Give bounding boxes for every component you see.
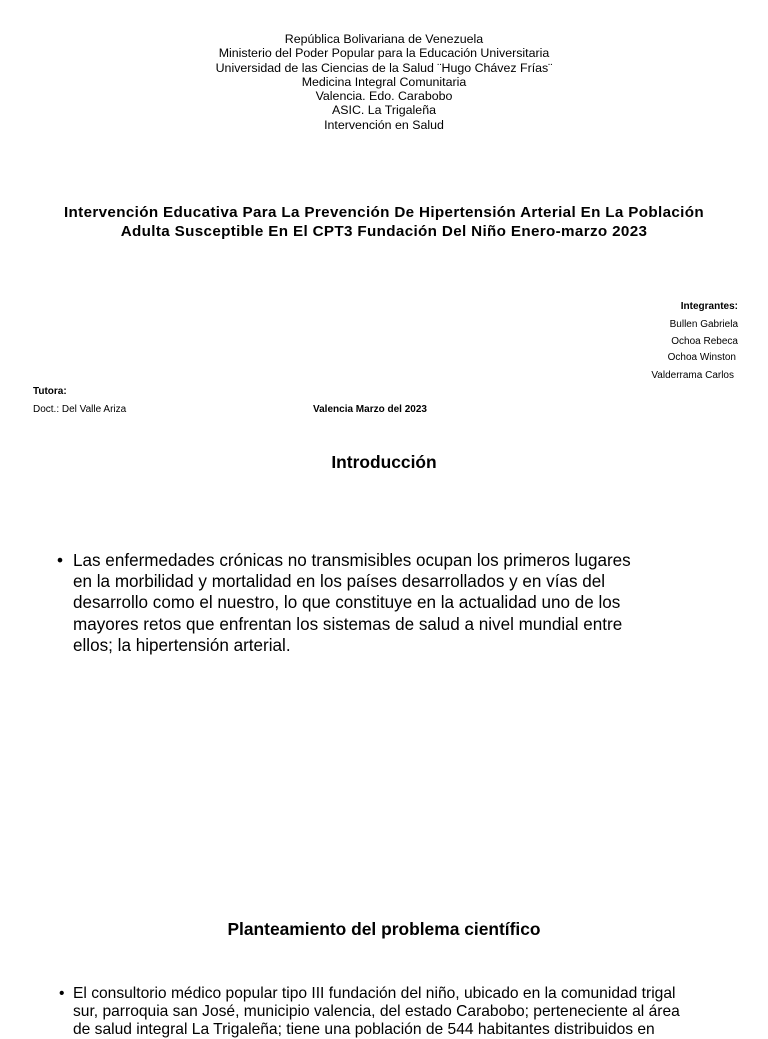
header-line-ministry: Ministerio del Poder Popular para la Educación Universitaria [218,46,550,61]
tutor-label: Tutora: [33,386,67,397]
document-title [20,203,748,241]
introduction-heading: Introducción [331,452,437,472]
problem-heading: Planteamiento del problema científico [227,919,541,939]
header-line-program: Medicina Integral Comunitaria [301,74,467,89]
member-name: Ochoa Winston [667,352,736,363]
member-name: Valderrama Carlos [651,370,734,381]
introduction-list [57,550,717,656]
introduction-line: en la morbilidad y mortalidad en los países desarrollados y en vías del [73,572,606,592]
member-name: Ochoa Rebeca [671,336,738,347]
institution-header [0,32,768,132]
problem-line: de salud integral La Trigaleña; tiene una población de 544 habitantes distribuidos en [73,1021,655,1038]
tutor-name: Doct.: Del Valle Ariza [33,404,127,415]
title-line-1: Intervención Educativa Para La Prevención De Hipertensión Arterial En La Población [63,204,705,221]
header-line-asic: ASIC. La Trigaleña [331,103,436,118]
introduction-line: mayores retos que enfrentan los sistemas de salud a nivel mundial entre [73,614,623,634]
introduction-line: Las enfermedades crónicas no transmisibles ocupan los primeros lugares [73,551,631,570]
header-line-subject: Intervención en Salud [324,117,444,132]
header-line-city: Valencia. Edo. Carabobo [315,89,453,104]
introduction-line: ellos; la hipertensión arterial. [73,635,291,655]
bullet-icon: • [57,551,63,570]
place-date: Valencia Marzo del 2023 [313,404,427,415]
list-item [57,550,717,656]
members-heading: Integrantes: [680,301,738,312]
header-line-university: Universidad de las Ciencias de la Salud ¨Hugo Chávez Frías¨ [215,60,553,75]
title-line-2: Adulta Susceptible En El CPT3 Fundación Del Niño Enero-marzo 2023 [120,223,648,240]
bullet-icon: • [59,985,65,1002]
introduction-line: desarrollo como el nuestro, lo que constituye en la actualidad uno de los [73,593,621,613]
problem-line: sur, parroquia san José, municipio valencia, del estado Carabobo; perteneciente al área [73,1003,680,1020]
list-item [57,985,707,1039]
problem-line: El consultorio médico popular tipo III fundación del niño, ubicado en la comunidad trigal [73,985,676,1002]
problem-list [57,985,707,1039]
header-line-country: República Bolivariana de Venezuela [284,32,484,46]
member-name: Bullen Gabriela [669,319,738,330]
